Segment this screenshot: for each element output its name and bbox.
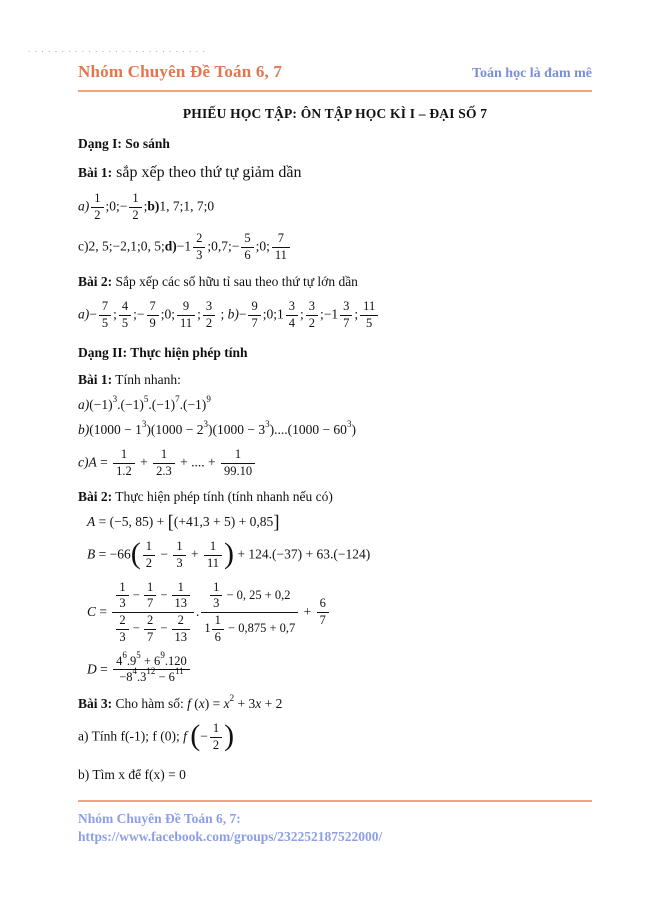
fraction-numerator — [112, 581, 194, 614]
fraction — [113, 448, 135, 479]
math-d2-b1-c — [78, 447, 592, 480]
math-text: ) — [351, 421, 356, 437]
math-text: + 6 — [140, 653, 161, 668]
heading-dang-1 — [78, 136, 592, 153]
fraction-numerator: 5 — [241, 232, 253, 248]
fraction-denominator: 11 — [206, 555, 220, 570]
math-text: 4 — [116, 653, 123, 668]
header-slogan: Toán học là đam mê — [471, 66, 592, 81]
fraction — [317, 597, 329, 628]
math-text: + 3 — [234, 696, 256, 711]
math-text: ;0;− — [105, 198, 128, 214]
exercise-label: Bài 2: — [78, 273, 113, 289]
math-text: A — [87, 514, 96, 530]
math-text: .9 — [126, 653, 137, 668]
fraction-numerator: 3 — [306, 300, 318, 316]
math-d1-b1-ab — [78, 191, 592, 224]
fraction — [177, 300, 195, 331]
math-text: 1 — [204, 621, 211, 636]
exponent: 9 — [206, 394, 211, 404]
math-text: = — [96, 454, 112, 470]
fraction-numerator: 1 — [221, 448, 255, 464]
fraction — [210, 722, 222, 753]
exponent: 3 — [141, 418, 147, 429]
fraction — [360, 300, 378, 331]
math-expr-C — [87, 580, 592, 646]
fraction — [241, 232, 253, 263]
fraction-denominator — [112, 613, 194, 645]
fraction-numerator: 7 — [147, 300, 159, 316]
fraction-numerator: 1 — [210, 722, 222, 738]
math-text: − — [200, 728, 208, 744]
exponent: 5 — [136, 649, 141, 660]
line-text: Sắp xếp các số hữu tỉ sau theo thứ tự lớn dần — [112, 273, 358, 289]
fraction-denominator: 2 — [308, 315, 316, 330]
math-text: a) — [78, 306, 90, 322]
big-paren: ) — [224, 719, 235, 753]
math-text: a) Tính f(-1); f (0); — [78, 728, 184, 744]
math-text: A — [88, 454, 97, 470]
fraction-numerator: 1 — [116, 581, 128, 597]
math-text: ;0;1 — [262, 306, 284, 322]
fraction — [144, 581, 156, 612]
big-paren: ( — [130, 537, 141, 571]
fraction-numerator: 1 — [91, 192, 103, 208]
line-text: Dạng II: Thực hiện phép tính — [78, 345, 248, 361]
exponent: 2 — [229, 693, 235, 703]
math-text: − — [89, 306, 97, 322]
math-text: .3 — [137, 670, 147, 685]
fraction-numerator: 1 — [143, 540, 155, 556]
fraction-numerator: 9 — [177, 300, 195, 316]
math-text: )(1000 − 2 — [146, 421, 204, 437]
fraction-denominator: 99.10 — [223, 463, 253, 478]
footer-group-name: Nhóm Chuyên Đề Toán 6, 7: — [78, 811, 241, 826]
math-text: ; — [300, 306, 304, 322]
math-text: − — [156, 546, 172, 562]
math-text: = (−5, 85) + — [95, 514, 168, 530]
fraction-denominator: 5 — [101, 315, 109, 330]
math-text: ; — [143, 198, 148, 214]
math-text: + .... + — [176, 454, 219, 470]
line-text: Cho hàm số: — [112, 696, 188, 711]
math-text: a) — [78, 198, 90, 214]
math-text: c) — [78, 454, 89, 470]
fraction-denominator: 5 — [366, 315, 373, 330]
fraction-numerator: 3 — [286, 300, 298, 316]
math-text: a) — [78, 397, 90, 412]
fraction-numerator: 3 — [340, 300, 352, 316]
fraction — [172, 581, 191, 612]
math-text: (+41,3 + 5) + 0,85 — [173, 514, 274, 530]
math-text: b) — [227, 306, 239, 322]
math-text: x — [198, 696, 205, 711]
line-text: b) Tìm x để f(x) = 0 — [78, 767, 186, 783]
fraction-denominator: 3 — [119, 596, 126, 611]
math-expr-B — [87, 539, 592, 572]
fraction-numerator: 2 — [172, 614, 191, 630]
math-text: b) — [147, 198, 160, 214]
math-text: − — [238, 306, 247, 322]
fraction-numerator: 11 — [360, 300, 378, 316]
math-text: ;0; — [160, 306, 176, 322]
fraction-numerator: 1 — [113, 448, 135, 464]
math-text: − 0, 25 + 0,2 — [223, 587, 291, 602]
math-text: ;0,7;− — [207, 238, 240, 254]
fraction-denominator: 7 — [146, 629, 154, 644]
math-text: + 2 — [261, 696, 283, 711]
fraction — [193, 232, 205, 263]
math-text: ;− — [133, 306, 145, 322]
fraction-denominator: 13 — [174, 596, 188, 611]
math-text: .(−1) — [148, 397, 176, 412]
math-text: −1 — [176, 238, 192, 254]
fraction — [173, 540, 185, 571]
fraction-numerator: 6 — [317, 597, 329, 613]
math-text: .120 — [164, 653, 187, 668]
math-text: C — [87, 603, 97, 619]
fraction — [286, 300, 298, 331]
header-group-title: Nhóm Chuyên Đề Toán 6, 7 — [78, 62, 283, 81]
math-text: + — [136, 454, 152, 470]
exercise-d1-bai-2 — [78, 274, 592, 291]
math-d2-b1-b — [78, 418, 592, 439]
math-text: = — [96, 660, 112, 676]
fraction-numerator: 1 — [173, 540, 185, 556]
fraction-denominator: 3 — [213, 596, 220, 611]
math-text: .(−1) — [179, 397, 207, 412]
header-rule — [78, 90, 592, 92]
fraction-denominator: 5 — [121, 315, 129, 330]
exercise-label: Bài 1: — [78, 164, 113, 180]
fraction-numerator: 1 — [172, 581, 191, 597]
fraction — [91, 192, 103, 223]
fraction — [212, 614, 224, 645]
fraction-denominator: 6 — [244, 248, 251, 263]
document-body — [78, 136, 592, 784]
fraction — [112, 581, 194, 645]
fraction-denominator: 2 — [94, 207, 101, 222]
big-bracket: [ — [167, 512, 174, 534]
footer-url-link[interactable]: https://www.facebook.com/groups/232252187522000/ — [78, 829, 383, 844]
exponent: 6 — [122, 649, 127, 660]
math-text: c)2, 5;−2,1;0, 5; — [78, 238, 165, 254]
math-text: ; — [354, 306, 359, 322]
math-text: + 124.(−37) + 63.(−124) — [234, 546, 371, 562]
math-d2-b3-a — [78, 721, 592, 754]
fraction-denominator: 3 — [119, 629, 126, 644]
math-expr-A — [87, 512, 592, 534]
math-text: 1, 7;1, 7;0 — [159, 198, 215, 214]
math-text: − 6 — [155, 670, 175, 685]
fraction — [99, 300, 111, 331]
math-text: d) — [164, 238, 177, 254]
fraction-numerator: 1 — [153, 448, 175, 464]
fraction — [144, 614, 156, 645]
fraction-denominator: 2 — [145, 555, 152, 570]
dotted-line: ........................... — [27, 46, 209, 54]
math-text: − 0,875 + 0,7 — [224, 621, 296, 636]
fraction — [221, 448, 255, 479]
fraction — [119, 300, 131, 331]
exercise-d1-bai-1 — [78, 163, 592, 183]
math-text: . — [196, 603, 200, 619]
fraction-denominator: 2 — [205, 315, 213, 330]
exponent: 3 — [265, 418, 270, 429]
line-text: Thực hiện phép tính (tính nhanh nếu có) — [112, 489, 333, 505]
math-text: x — [255, 696, 262, 711]
fraction — [210, 581, 222, 612]
math-text: (−1) — [89, 397, 113, 412]
math-expr-D — [87, 649, 592, 687]
math-d1-b2 — [78, 299, 592, 332]
fraction-numerator: 1 — [144, 581, 156, 597]
math-text: ; — [197, 306, 201, 322]
fraction — [153, 448, 175, 479]
fraction-denominator: 3 — [196, 248, 203, 263]
fraction-numerator: 1 — [129, 192, 141, 208]
exponent: 7 — [175, 394, 180, 404]
exponent: 5 — [143, 394, 149, 404]
fraction-denominator: 9 — [149, 315, 156, 330]
exercise-label: Bài 1: — [78, 372, 113, 388]
exercise-d2-bai-2 — [78, 489, 592, 506]
page-footer — [78, 800, 592, 845]
math-text: B — [87, 546, 96, 562]
math-text: + — [300, 603, 315, 619]
fraction-numerator: 1 — [212, 614, 224, 630]
page-title: PHIẾU HỌC TẬP: ÔN TẬP HỌC KÌ I – ĐẠI SỐ 7 — [182, 106, 488, 121]
big-paren: ( — [190, 719, 201, 753]
page-header — [78, 0, 592, 82]
fraction — [143, 540, 155, 571]
big-bracket: ] — [273, 512, 280, 534]
math-text: .(−1) — [117, 397, 144, 412]
fraction — [340, 300, 352, 331]
fraction-denominator: 7 — [319, 613, 326, 627]
math-text: ( — [190, 696, 199, 711]
math-text: )(1000 − 3 — [207, 421, 266, 437]
math-text: + — [187, 546, 202, 562]
exponent: 11 — [174, 666, 184, 677]
fraction — [248, 300, 260, 331]
fraction-denominator: 1.2 — [116, 463, 132, 478]
line-text: sắp xếp theo thứ tự giảm dần — [112, 163, 302, 181]
fraction-denominator: 7 — [343, 315, 350, 330]
math-text: (1000 − 1 — [89, 421, 142, 437]
math-text: − — [157, 621, 171, 636]
math-text: b) — [78, 421, 90, 437]
exponent: 4 — [132, 666, 137, 677]
math-text: ;−1 — [320, 306, 339, 322]
math-text: −8 — [119, 670, 133, 685]
exponent: 3 — [112, 394, 118, 404]
fraction-numerator — [201, 581, 298, 614]
math-text: − — [157, 587, 171, 602]
fraction — [147, 300, 159, 331]
fraction-denominator: 3 — [176, 555, 183, 570]
math-text: ; — [113, 306, 117, 322]
fraction — [116, 581, 128, 612]
math-text: = −66 — [95, 546, 131, 562]
fraction-denominator: 13 — [174, 629, 188, 644]
fraction-denominator — [113, 666, 190, 685]
fraction-numerator: 9 — [248, 300, 260, 316]
math-text: D — [87, 660, 97, 676]
fraction-denominator: 11 — [180, 315, 193, 330]
fraction-denominator: 2.3 — [156, 463, 172, 478]
fraction-numerator: 4 — [119, 300, 131, 316]
exercise-d2-bai-3 — [78, 693, 592, 713]
exponent: 12 — [146, 666, 156, 677]
exercise-label: Bài 3: — [78, 696, 113, 711]
fraction — [129, 192, 141, 223]
fraction-numerator: 3 — [203, 300, 215, 316]
fraction-numerator: 2 — [116, 614, 128, 630]
math-text: ;0; — [255, 238, 270, 254]
fraction — [204, 540, 222, 571]
fraction — [172, 614, 191, 645]
exponent: 9 — [160, 649, 165, 660]
text-d2-b3-b — [78, 767, 592, 784]
fraction-denominator: 7 — [146, 596, 154, 611]
math-text: − — [129, 621, 143, 636]
fraction-numerator: 1 — [210, 581, 222, 597]
fraction — [306, 300, 318, 331]
fraction-denominator: 6 — [214, 629, 221, 644]
math-d2-b1-a — [78, 394, 592, 414]
exponent: 3 — [203, 418, 208, 429]
heading-dang-2 — [78, 345, 592, 362]
big-paren: ) — [224, 537, 235, 571]
fraction-numerator: 2 — [193, 232, 205, 248]
math-text: f — [183, 728, 187, 744]
math-text: = — [96, 603, 111, 619]
line-text: Dạng I: So sánh — [78, 136, 170, 151]
exercise-d2-bai-1 — [78, 372, 592, 389]
fraction-numerator: 1 — [204, 540, 222, 556]
math-text: x — [223, 696, 230, 711]
fraction-denominator: 4 — [288, 315, 295, 330]
fraction-denominator — [201, 613, 298, 645]
footer-rule — [78, 800, 592, 802]
fraction-numerator: 2 — [144, 614, 156, 630]
fraction-denominator: 2 — [212, 737, 220, 752]
fraction — [203, 300, 215, 331]
fraction-denominator: 7 — [251, 315, 258, 330]
exponent: 3 — [346, 418, 352, 429]
fraction-denominator: 2 — [132, 207, 139, 222]
math-text: f — [187, 696, 191, 711]
fraction-denominator: 11 — [274, 248, 287, 263]
fraction-numerator: 7 — [272, 232, 290, 248]
math-text: ) = — [204, 696, 224, 711]
exercise-label: Bài 2: — [78, 489, 113, 505]
math-text: ; — [217, 306, 228, 322]
math-d1-b1-cd — [78, 231, 592, 264]
line-text: Tính nhanh: — [112, 372, 181, 388]
fraction — [116, 614, 128, 645]
math-text: − — [129, 587, 143, 602]
fraction — [201, 581, 298, 645]
fraction — [113, 649, 190, 686]
fraction — [272, 232, 290, 263]
fraction-numerator: 7 — [99, 300, 111, 316]
math-text: )....(1000 − 60 — [269, 421, 347, 437]
